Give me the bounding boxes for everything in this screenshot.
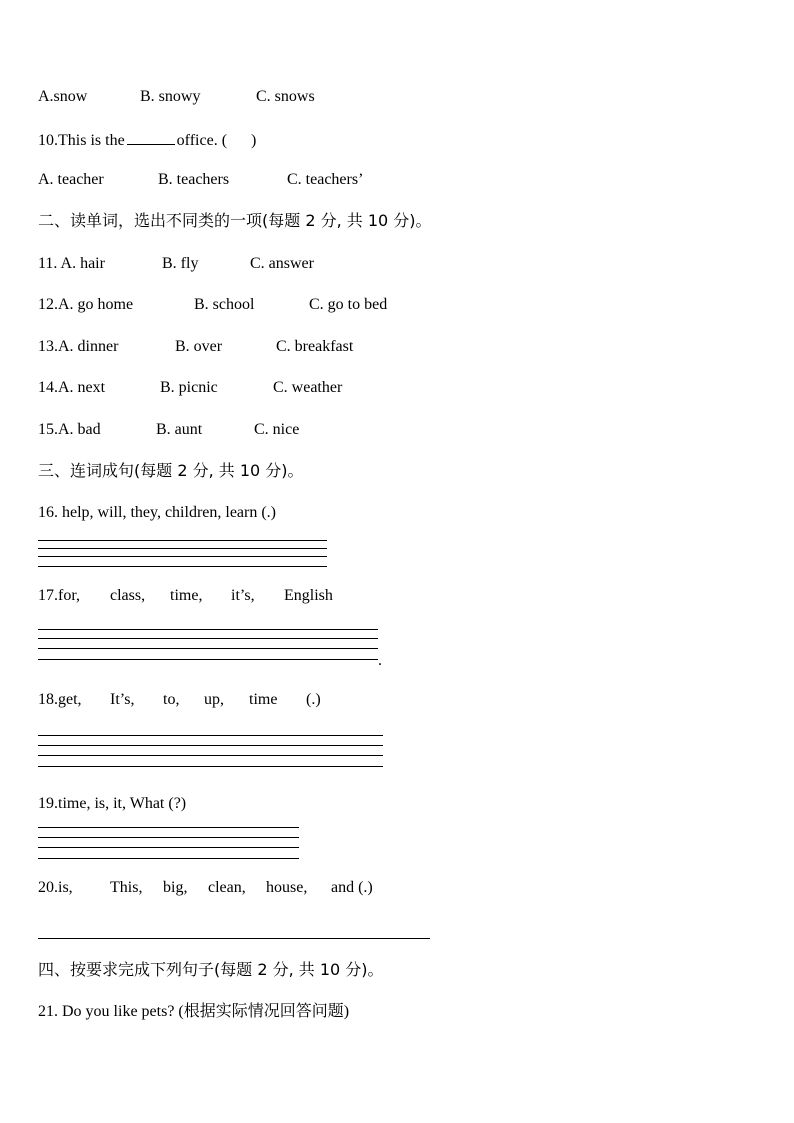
q9-option-b: B. snowy <box>140 88 201 105</box>
q18-word: to, <box>163 691 180 708</box>
q17-answer-line <box>38 659 378 660</box>
q13-option-b: B. over <box>175 338 223 355</box>
q16-answer-line <box>38 548 327 549</box>
q16-answer-line <box>38 566 327 567</box>
q17-word: 17.for, <box>38 587 81 604</box>
q20-word: big, <box>163 879 188 896</box>
q18-word: (.) <box>306 691 321 708</box>
q17-answer-line <box>38 648 378 649</box>
q17-word: it’s, <box>231 587 255 604</box>
q13-option-c: C. breakfast <box>276 338 354 355</box>
q17-prompt <box>38 586 333 606</box>
q19-answer-line <box>38 837 299 838</box>
q12-option-c: C. go to bed <box>309 296 388 313</box>
q18-word: time <box>249 691 278 708</box>
q15-option-c: C. nice <box>254 421 300 438</box>
q17-word: class, <box>110 587 146 604</box>
q18-answer-line <box>38 735 383 736</box>
q10-suffix: office. ( <box>176 132 228 149</box>
q11-option-c: C. answer <box>250 255 314 272</box>
q14-option-c: C. weather <box>273 379 343 396</box>
q14-option-a: 14.A. next <box>38 379 106 396</box>
q9-options <box>38 87 315 107</box>
q19-answer-line <box>38 858 299 859</box>
q10-options <box>38 170 363 190</box>
q15-option-b: B. aunt <box>156 421 203 438</box>
q18-prompt <box>38 690 321 710</box>
q19-answer-line <box>38 847 299 848</box>
q10-prefix: 10.This is the <box>38 132 125 149</box>
q15-option-a: 15.A. bad <box>38 421 101 438</box>
q12 <box>38 295 387 315</box>
q10-blank <box>127 129 175 145</box>
q20-prompt <box>38 878 373 898</box>
q17-word: English <box>284 587 333 604</box>
q16-prompt: 16. help, will, they, children, learn (.) <box>38 504 276 521</box>
q20-word: clean, <box>208 879 246 896</box>
q19-answer-line <box>38 827 299 828</box>
q12-option-a: 12.A. go home <box>38 296 134 313</box>
q18-word: It’s, <box>110 691 135 708</box>
q14 <box>38 378 342 398</box>
q10-question <box>38 129 256 151</box>
q18-answer-line <box>38 766 383 767</box>
q17-word: time, <box>170 587 203 604</box>
q10-option-c: C. teachers’ <box>287 171 364 188</box>
q11-option-b: B. fly <box>162 255 199 272</box>
section-2-heading: 二、读单词，选出不同类的一项(每题 2 分, 共 10 分)。 <box>38 211 432 230</box>
q20-word: house, <box>266 879 308 896</box>
q20-word: 20.is, <box>38 879 73 896</box>
q14-option-b: B. picnic <box>160 379 218 396</box>
q20-word: This, <box>110 879 143 896</box>
q10-option-b: B. teachers <box>158 171 230 188</box>
q13-option-a: 13.A. dinner <box>38 338 119 355</box>
q20-word: and (.) <box>331 879 373 896</box>
q17-answer-line <box>38 638 378 639</box>
q18-answer-line <box>38 745 383 746</box>
q21-prompt: 21. Do you like pets? (根据实际情况回答问题) <box>38 1003 350 1020</box>
q11 <box>38 254 314 274</box>
q17-answer-line <box>38 629 378 630</box>
q18-word: 18.get, <box>38 691 82 708</box>
q13 <box>38 337 353 357</box>
q10-option-a: A. teacher <box>38 171 104 188</box>
q9-option-c: C. snows <box>256 88 315 105</box>
q16-answer-line <box>38 540 327 541</box>
q18-answer-line <box>38 755 383 756</box>
q19-prompt: 19.time, is, it, What (?) <box>38 795 187 812</box>
q18-word: up, <box>204 691 224 708</box>
section-3-heading: 三、连词成句(每题 2 分, 共 10 分)。 <box>38 461 304 480</box>
q10-close: ) <box>251 132 257 149</box>
q15 <box>38 420 299 440</box>
q11-option-a: 11. A. hair <box>38 255 105 272</box>
q9-option-a: A.snow <box>38 88 88 105</box>
section-4-heading: 四、按要求完成下列句子(每题 2 分, 共 10 分)。 <box>38 960 384 979</box>
q17-period: . <box>378 652 382 669</box>
q20-answer-line <box>38 938 430 939</box>
q16-answer-line <box>38 556 327 557</box>
q12-option-b: B. school <box>194 296 255 313</box>
